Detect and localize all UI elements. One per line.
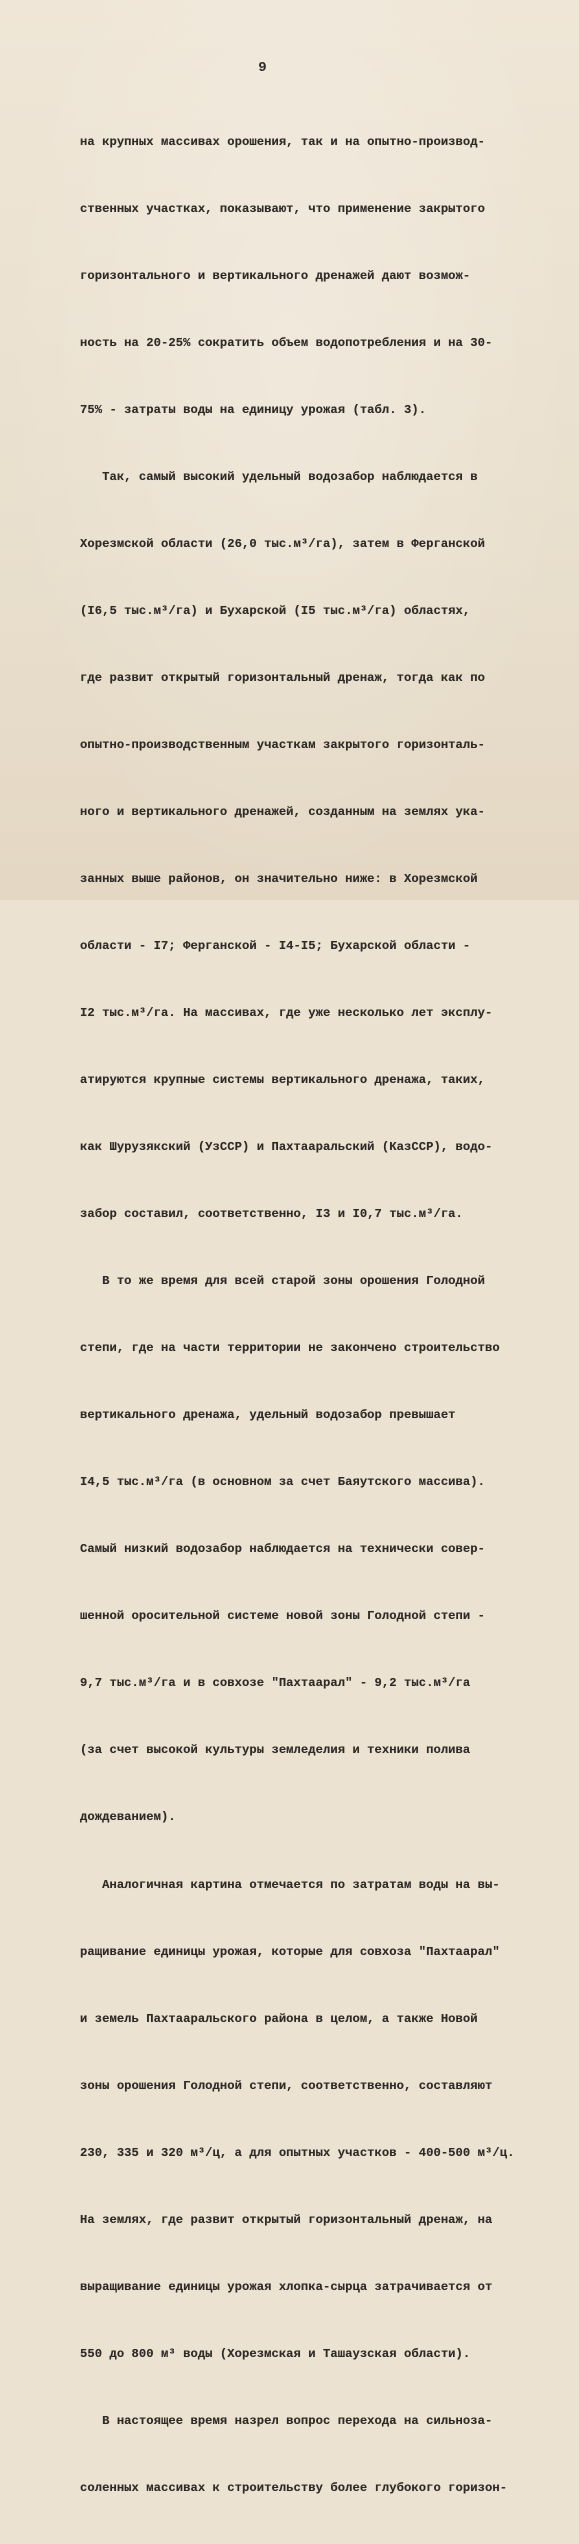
text-line: ность на 20-25% сократить объем водопотребления и на 30-: [80, 335, 493, 350]
text-line: вертикального дренажа, удельный водозабор превышает: [80, 1408, 456, 1423]
text-line: области - I7; Ферганской - I4-I5; Бухарской области -: [80, 939, 471, 954]
text-line: I2 тыс.м³/га. На массивах, где уже несколько лет эксплу-: [80, 1006, 493, 1021]
text-line: Самый низкий водозабор наблюдается на технически совер-: [80, 1542, 486, 1557]
text-line: Так, самый высокий удельный водозабор наблюдается в: [80, 469, 478, 484]
text-line: I4,5 тыс.м³/га (в основном за счет Баяутского массива).: [80, 1475, 486, 1490]
text-line: Хорезмской области (26,0 тыс.м³/га), затем в Ферганской: [80, 536, 486, 551]
text-line: и земель Пахтааральского района в целом, а также Новой: [80, 2011, 478, 2026]
text-line: В то же время для всей старой зоны орошения Голодной: [80, 1274, 486, 1289]
text-line: зоны орошения Голодной степи, соответственно, составляют: [80, 2078, 493, 2093]
text-line: шенной оросительной системе новой зоны Голодной степи -: [80, 1609, 486, 1624]
text-line: ращивание единицы урожая, которые для совхоза "Пахтаарал": [80, 1944, 500, 1959]
text-line: на крупных массивах орошения, так и на опытно-производ-: [80, 134, 486, 149]
text-line: соленных массивах к строительству более глубокого горизон-: [80, 2480, 508, 2495]
text-line: 75% - затраты воды на единицу урожая (табл. 3).: [80, 402, 427, 417]
text-line: атируются крупные системы вертикального дренажа, таких,: [80, 1073, 486, 1088]
text-line: 550 до 800 м³ воды (Хорезмская и Ташаузская области).: [80, 2346, 471, 2361]
text-line: как Шурузякский (УзССР) и Пахтааральский (КазССР), водо-: [80, 1140, 493, 1155]
text-line: степи, где на части территории не закончено строительство: [80, 1341, 500, 1356]
text-line: 9,7 тыс.м³/га и в совхозе "Пахтаарал" - 9,2 тыс.м³/га: [80, 1676, 471, 1691]
text-line: (I6,5 тыс.м³/га) и Бухарской (I5 тыс.м³/га) областях,: [80, 603, 471, 618]
text-line: ственных участках, показывают, что применение закрытого: [80, 201, 486, 216]
text-line: ного и вертикального дренажей, созданным на землях ука-: [80, 805, 486, 819]
text-line: В настоящее время назрел вопрос перехода на сильноза-: [80, 2413, 493, 2428]
text-line: На землях, где развит открытый горизонтальный дренаж, на: [80, 2212, 493, 2227]
text-line: (за счет высокой культуры земледелия и техники полива: [80, 1743, 471, 1758]
text-line: 230, 335 и 320 м³/ц, а для опытных участков - 400-500 м³/ц.: [80, 2145, 515, 2160]
text-line: забор составил, соответственно, I3 и I0,7 тыс.м³/га.: [80, 1207, 463, 1222]
text-line: где развит открытый горизонтальный дренаж, тогда как по: [80, 670, 486, 685]
text-line: опытно-производственным участкам закрытого горизонталь-: [80, 737, 486, 752]
text-line: дождеванием).: [80, 1810, 176, 1825]
page-number: 9: [258, 60, 267, 76]
text-line: выращивание единицы урожая хлопка-сырца затрачивается от: [80, 2279, 493, 2294]
text-line: Аналогичная картина отмечается по затратам воды на вы-: [80, 1877, 500, 1892]
text-line: занных выше районов, он значительно ниже: в Хорезмской: [80, 872, 478, 887]
body-text: [80, 86, 540, 2544]
text-line: горизонтального и вертикального дренажей дают возмож-: [80, 268, 471, 283]
